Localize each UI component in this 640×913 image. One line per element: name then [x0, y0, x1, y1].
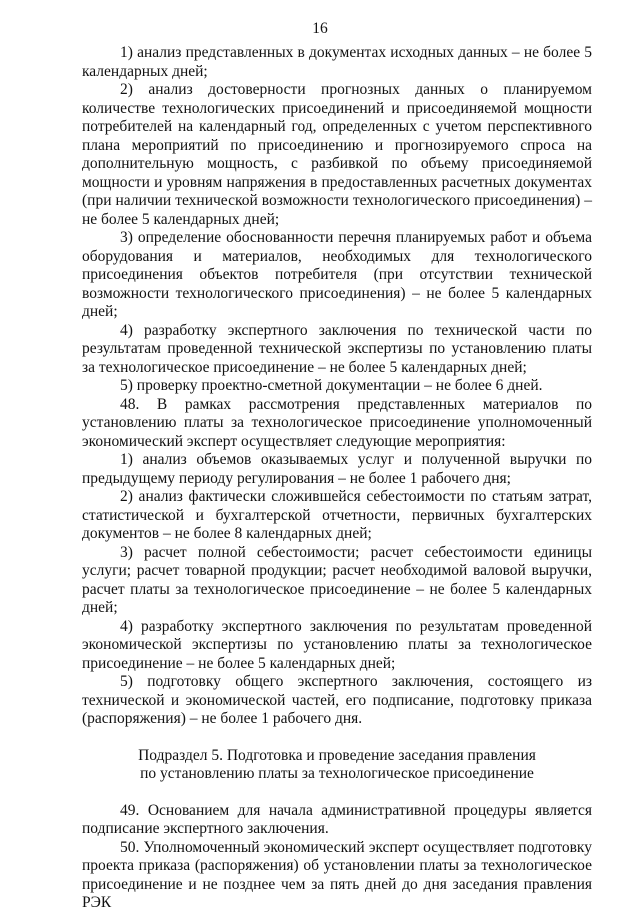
paragraph: 48. В рамках рассмотрения представленных материалов по установлению платы за технологическое присоединение уполномоченный экономический эксперт осуществляет следующие мероприятия: [82, 395, 592, 450]
paragraph: 1) анализ представленных в документах исходных данных – не более 5 календарных дней; [82, 44, 592, 80]
paragraph: 4) разработку экспертного заключения по технической части по результатам проведенной технической экспертизы по установлению платы за технологическое присоединение – не более 5 календарных дней; [82, 321, 592, 376]
paragraph: 5) подготовку общего экспертного заключения, состоящего из технической и экономической частей, его подписание, подготовку приказа (распоряжения) – не более 1 рабочего дня. [82, 673, 592, 727]
paragraph: 5) проверку проектно-сметной документации – не более 6 дней. [120, 377, 543, 394]
paragraph: 4) разработку экспертного заключения по результатам проведенной экономической экспертизы по установлению платы за технологическое присоединение – не более 5 календарных дней; [82, 617, 592, 672]
page-number: 16 [312, 20, 328, 37]
subsection-title-line: Подраздел 5. Подготовка и проведение заседания правления [138, 746, 536, 764]
paragraph: 3) определение обоснованности перечня планируемых работ и объема оборудования и материалов, необходимых для технологического присоединения объектов потребителя (при отсутствии технической возможности технологического присоединения) – не более 5 календарных дней; [82, 229, 592, 320]
subsection-title-line: по установлению платы за технологическое присоединение [140, 765, 534, 782]
paragraph: 2) анализ фактически сложившейся себестоимости по статьям затрат, статистической и бухгалтерской отчетности, первичных бухгалтерских документов – не более 8 календарных дней; [82, 488, 592, 542]
paragraph: 3) расчет полной себестоимости; расчет себестоимости единицы услуги; расчет товарной продукции; расчет необходимой валовой выручки, расчет платы за технологическое присоединение – не более 5 календарных дней; [82, 543, 592, 616]
paragraph: 1) анализ объемов оказываемых услуг и полученной выручки по предыдущему периоду регулирования – не более 1 рабочего дня; [82, 451, 592, 487]
document-body [82, 44, 592, 913]
subsection-title [82, 747, 592, 784]
paragraph: 49. Основанием для начала административной процедуры является подписание экспертного заключения. [82, 801, 592, 837]
paragraph: 2) анализ достоверности прогнозных данных о планируемом количестве технологических присоединений и присоединяемой мощности потребителей на календарный год, определенных с учетом перспективного плана мероприятий по присоединению и прогнозируемого спроса на дополнительную мощность, с разбивкой по объему присоединяемой мощности и уровням напряжения в предоставленных расчетных документах (при наличии технической возможности технологического присоединения) – не более 5 календарных дней; [82, 81, 592, 228]
paragraph: 50. Уполномоченный экономический эксперт осуществляет подготовку проекта приказа (распоряжения) об установлении платы за технологическое присоединение и не позднее чем за пять дней до дня заседания правления РЭК [82, 838, 592, 911]
